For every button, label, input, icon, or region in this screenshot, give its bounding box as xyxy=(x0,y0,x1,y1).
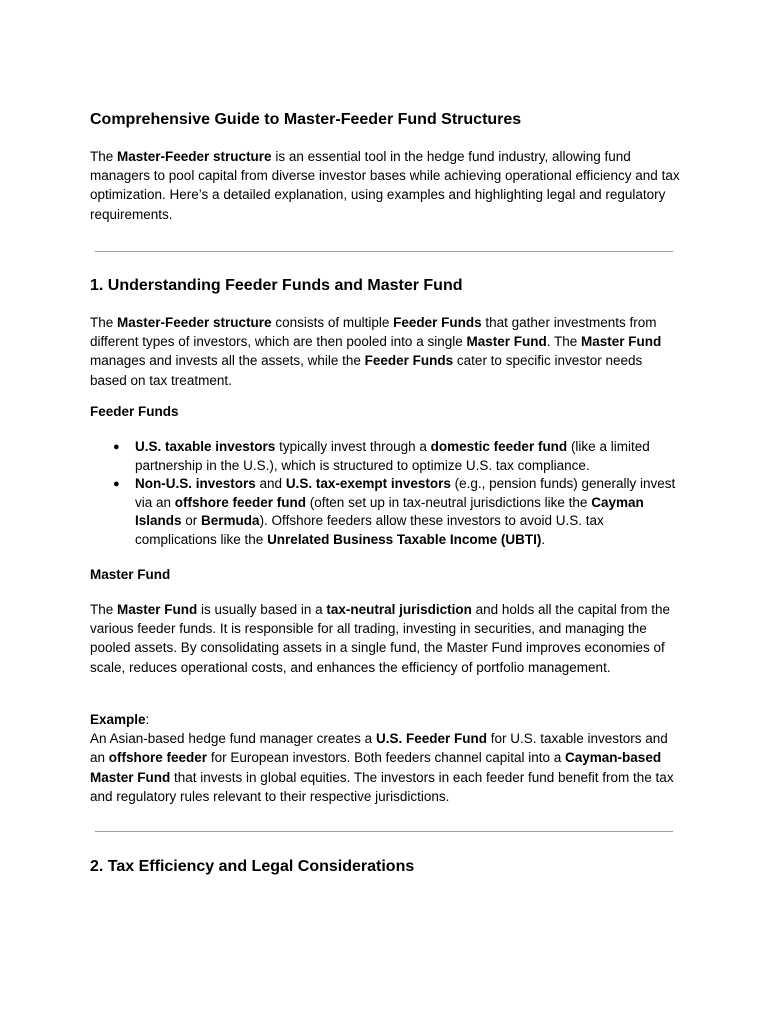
list-item xyxy=(90,475,680,549)
bullet-icon: ● xyxy=(113,478,120,491)
intro-paragraph: The Master-Feeder structure is an essential tool in the hedge fund industry, allowing fund managers to pool capital from diverse investor bases while achieving operational efficiency and tax optimization. Here’s a detailed explanation, using examples and highlighting legal and regulatory requirements. xyxy=(90,149,680,222)
section-1-heading: 1. Understanding Feeder Funds and Master Fund xyxy=(90,277,463,294)
feeder-funds-heading: Feeder Funds xyxy=(90,404,179,419)
bullet-icon: ● xyxy=(113,441,120,453)
list-item-text: Non-U.S. investors and U.S. tax-exempt investors (e.g., pension funds) generally invest via an offshore feeder fund (often set up in tax-neutral jurisdictions like the Cayman Islands or Bermuda). Offshore feeders allow these investors to avoid U.S. tax complications like the Unrelated Business Taxable Income (UBTI). xyxy=(135,476,676,547)
feeder-funds-list xyxy=(90,438,680,550)
list-item xyxy=(90,438,680,475)
list-item-text: U.S. taxable investors typically invest through a domestic feeder fund (like a limited partnership in the U.S.), which is structured to optimize U.S. tax compliance. xyxy=(135,439,650,473)
section-divider xyxy=(95,831,673,832)
section-1-paragraph: The Master-Feeder structure consists of multiple Feeder Funds that gather investments from different types of investors, which are then pooled into a single Master Fund. The Master Fund manages and invests all the assets, while the Feeder Funds cater to specific investor needs based on tax treatment. xyxy=(90,315,662,388)
section-divider xyxy=(95,251,673,252)
master-fund-heading: Master Fund xyxy=(90,567,171,582)
master-fund-paragraph: The Master Fund is usually based in a tax-neutral jurisdiction and holds all the capital from the various feeder funds. It is responsible for all trading, investing in securities, and managing the pooled assets. By consolidating assets in a single fund, the Master Fund improves economies of scale, reduces operational costs, and enhances the efficiency of portfolio management. xyxy=(90,602,671,675)
section-2-heading: 2. Tax Efficiency and Legal Considerations xyxy=(90,858,415,875)
document-title: Comprehensive Guide to Master-Feeder Fund Structures xyxy=(90,111,522,128)
example-paragraph: Example: An Asian-based hedge fund manager creates a U.S. Feeder Fund for U.S. taxable investors and an offshore feeder for European investors. Both feeders channel capital into a Cayman-based Master Fund that invests in global equities. The investors in each feeder fund benefit from the tax and regulatory rules relevant to their respective jurisdictions. xyxy=(90,712,674,804)
